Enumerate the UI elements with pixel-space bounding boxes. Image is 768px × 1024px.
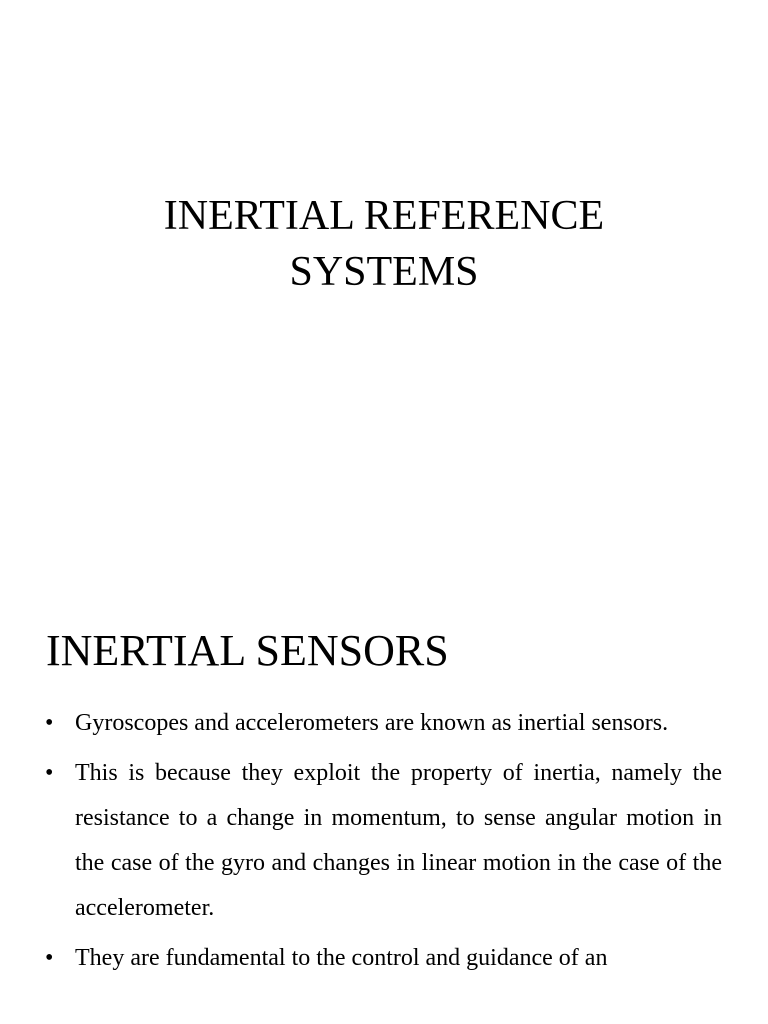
slide-heading: INERTIAL SENSORS xyxy=(46,626,449,675)
bullet-icon: • xyxy=(45,710,54,736)
bullet-text-1: Gyroscopes and accelerometers are known as inertial sensors. xyxy=(75,710,669,736)
bullet-icon: • xyxy=(45,945,54,971)
slide-title-line-2: SYSTEMS xyxy=(289,249,479,295)
bullet-list xyxy=(45,701,722,986)
bullet-item-1 xyxy=(45,701,722,746)
content-slide xyxy=(0,576,768,1024)
slide-title xyxy=(0,188,768,300)
bullet-item-3 xyxy=(45,936,722,981)
bullet-text-3: They are fundamental to the control and guidance of an xyxy=(75,945,608,971)
bullet-text-2: This is because they exploit the property of inertia, namely the resistance to a change in momentum, to sense angular motion in the case of the gyro and changes in linear motion in the case of the accelerometer. xyxy=(75,760,722,921)
slide-title-line-1: INERTIAL REFERENCE xyxy=(163,193,605,239)
bullet-item-2 xyxy=(45,751,722,931)
bullet-icon: • xyxy=(45,760,54,786)
